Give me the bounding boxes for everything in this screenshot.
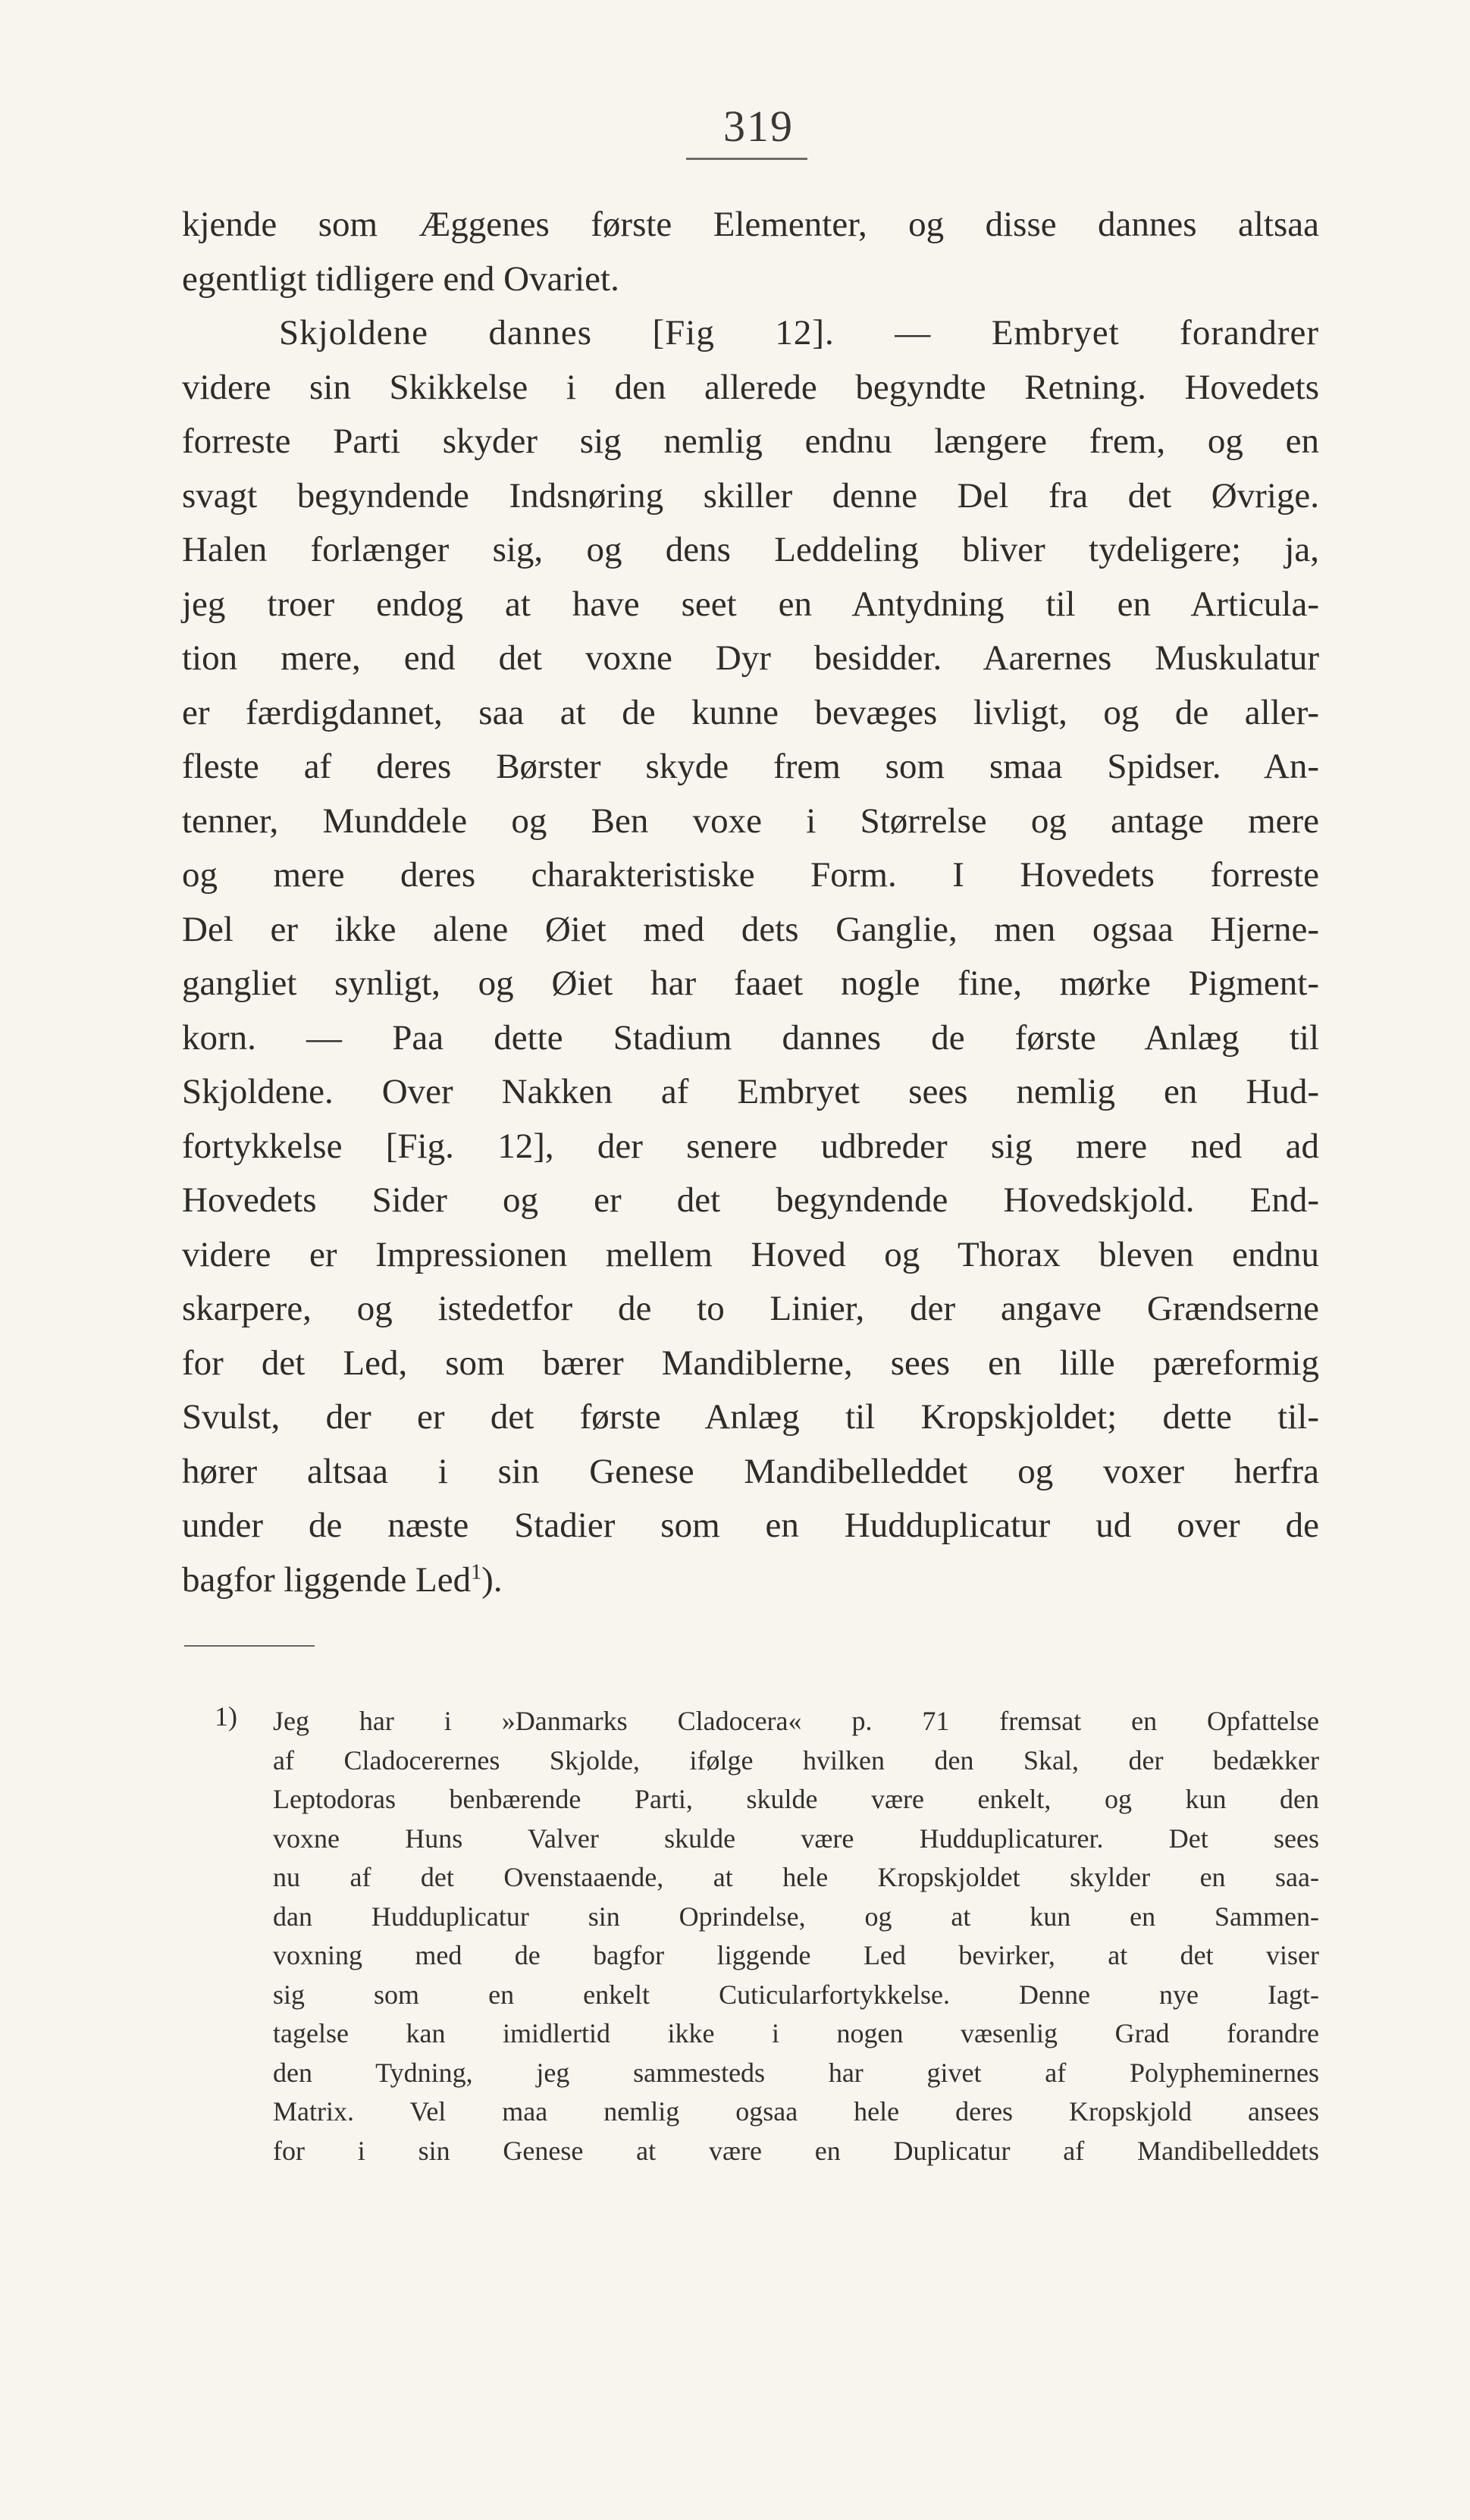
- footnote-marker: 1): [215, 1701, 237, 1732]
- body-line: under de næste Stadier som en Hudduplicatur ud over de: [182, 1506, 1319, 1545]
- footnote-reference[interactable]: 1: [471, 1559, 482, 1584]
- body-line: tenner, Munddele og Ben voxe i Størrelse og antage mere: [182, 801, 1319, 841]
- body-line: korn. — Paa dette Stadium dannes de første Anlæg til: [182, 1017, 1319, 1058]
- body-line: er færdigdannet, saa at de kunne bevæges livligt, og de aller-: [182, 692, 1319, 732]
- footnote-line: for i sin Genese at være en Duplicatur af Mandibelleddets: [273, 2135, 1319, 2166]
- body-line: fleste af deres Børster skyde frem som smaa Spidser. An-: [182, 747, 1319, 786]
- footnote-line: voxne Huns Valver skulde være Hudduplicaturer. Det sees: [273, 1823, 1319, 1854]
- footnote-line: den Tydning, jeg sammesteds har givet af Polypheminernes: [273, 2057, 1319, 2088]
- footnote-reference-close: ).: [481, 1559, 503, 1600]
- body-line: jeg troer endog at have seet en Antydning til en Articula-: [182, 584, 1319, 624]
- body-line: Svulst, der er det første Anlæg til Kropskjoldet; dette til-: [182, 1397, 1319, 1437]
- body-line: tion mere, end det voxne Dyr besidder. Aarernes Muskulatur: [182, 638, 1319, 678]
- body-line: kjende som Æggenes første Elementer, og disse dannes altsaa: [182, 205, 1319, 244]
- page-number-rule: [686, 158, 807, 160]
- footnote-rule: [184, 1645, 315, 1647]
- body-line: Hovedets Sider og er det begyndende Hovedskjold. End-: [182, 1180, 1319, 1220]
- body-line: gangliet synligt, og Øiet har faaet nogle fine, mørke Pigment-: [182, 964, 1319, 1003]
- body-line: skarpere, og istedetfor de to Linier, der angave Grændserne: [182, 1289, 1319, 1328]
- page-number: 319: [723, 102, 794, 151]
- footnote: [182, 1702, 1319, 2171]
- footnote-line: Jeg har i »Danmarks Cladocera« p. 71 fremsat en Opfattelse: [273, 1706, 1319, 1736]
- body-line: videre sin Skikkelse i den allerede begyndte Retning. Hovedets: [182, 367, 1319, 407]
- footnote-line: dan Hudduplicatur sin Oprindelse, og at kun en Sammen-: [273, 1901, 1319, 1932]
- footnotes: [182, 1702, 1319, 2171]
- footnote-line: Leptodoras benbærende Parti, skulde være enkelt, og kun den: [273, 1784, 1319, 1814]
- body-text: [182, 198, 1319, 1607]
- footnote-line: voxning med de bagfor liggende Led bevirker, at det viser: [273, 1940, 1319, 1970]
- body-line: forreste Parti skyder sig nemlig endnu længere frem, og en: [182, 422, 1319, 461]
- body-line: hører altsaa i sin Genese Mandibelleddet og voxer herfra: [182, 1451, 1319, 1491]
- body-line: videre er Impressionen mellem Hoved og Thorax bleven endnu: [182, 1234, 1319, 1274]
- body-line-final: [182, 1553, 1319, 1608]
- body-line: Skjoldene. Over Nakken af Embryet sees nemlig en Hud-: [182, 1072, 1319, 1111]
- body-line-text: bagfor liggende Led: [182, 1559, 472, 1600]
- body-line: egentligt tidligere end Ovariet.: [182, 259, 619, 299]
- section-heading-line: Skjoldene dannes [Fig 12]. — Embryet forandrer: [279, 313, 1319, 353]
- footnote-line: tagelse kan imidlertid ikke i nogen væsenlig Grad forandre: [273, 2018, 1319, 2048]
- body-line: fortykkelse [Fig. 12], der senere udbreder sig mere ned ad: [182, 1126, 1319, 1166]
- footnote-line: Matrix. Vel maa nemlig ogsaa hele deres Kropskjold ansees: [273, 2096, 1319, 2127]
- body-line: Del er ikke alene Øiet med dets Ganglie, men ogsaa Hjerne-: [182, 909, 1319, 949]
- body-line: Halen forlænger sig, og dens Leddeling bliver tydeligere; ja,: [182, 530, 1319, 569]
- body-line: og mere deres charakteristiske Form. I Hovedets forreste: [182, 855, 1319, 895]
- footnote-line: af Cladocerernes Skjolde, ifølge hvilken den Skal, der bedækker: [273, 1744, 1319, 1776]
- footnote-line: sig som en enkelt Cuticularfortykkelse. Denne nye Iagt-: [273, 1979, 1319, 2010]
- body-line: for det Led, som bærer Mandiblerne, sees en lille pæreformig: [182, 1343, 1319, 1383]
- footnote-line: nu af det Ovenstaaende, at hele Kropskjoldet skylder en saa-: [273, 1862, 1319, 1892]
- body-line: svagt begyndende Indsnøring skiller denne Del fra det Øvrige.: [182, 475, 1319, 516]
